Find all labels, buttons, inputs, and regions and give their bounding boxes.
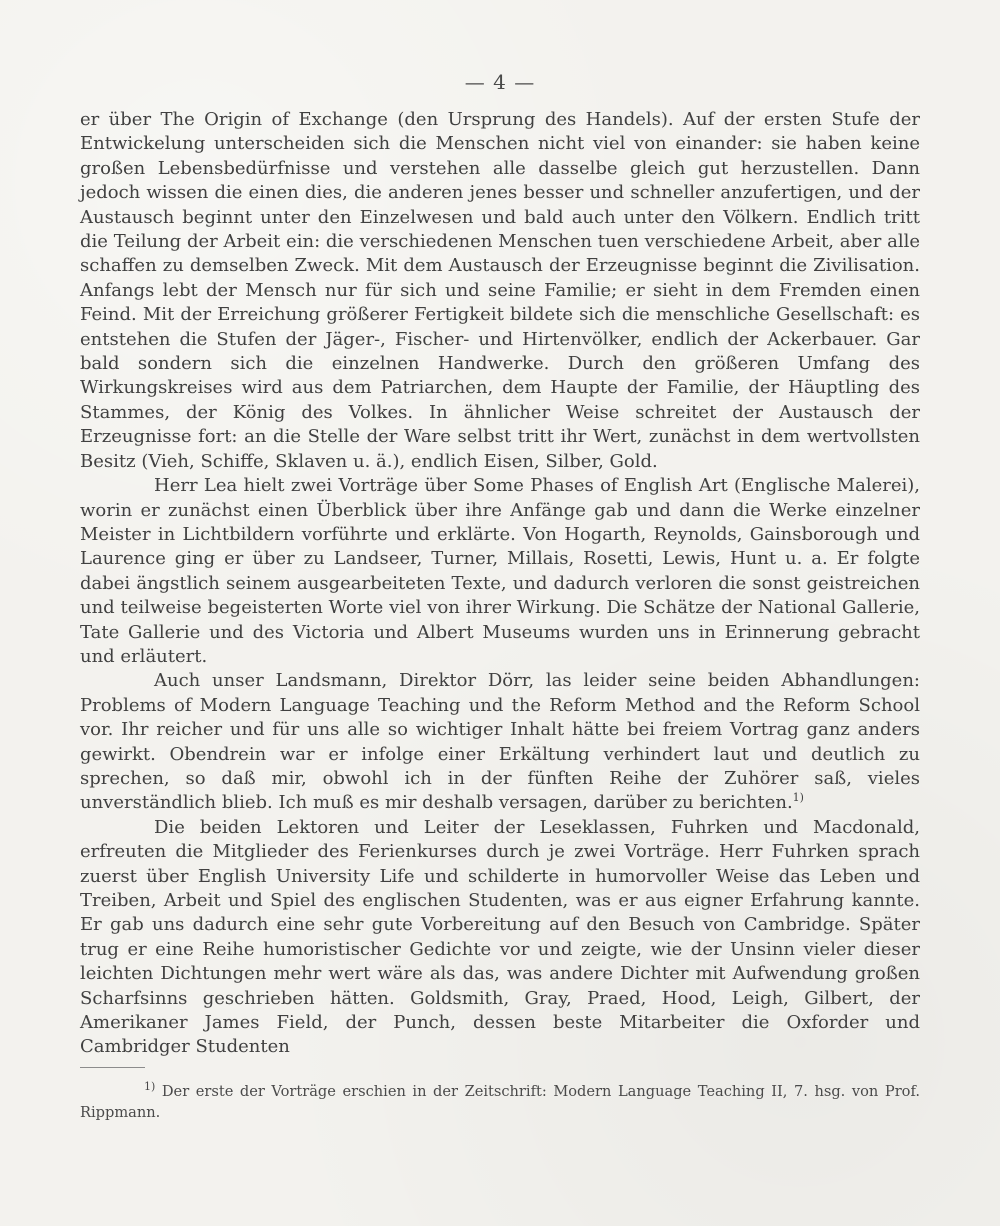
footnote — [80, 1081, 920, 1123]
page-number: — 4 — — [464, 70, 536, 94]
body-text — [80, 108, 920, 1060]
paragraph-doerr-text: Auch unser Landsmann, Direktor Dörr, las leider seine beiden Abhandlungen: Problems of Modern Language Teaching und the Reform Method and the Reform School vor. Ihr reicher und für uns alle so wichtiger Inhalt hätte bei freiem Vortrag ganz anders gewirkt. Obendrein war er infolge einer Erkältung verhindert laut und deutlich zu sprechen, so daß mir, obwohl ich in der fünften Reihe der Zuhörer saß, vieles unverständlich blieb. Ich muß es mir deshalb versagen, darüber zu berichten. — [80, 670, 920, 814]
footnote-divider — [80, 1067, 145, 1068]
footnote-marker: 1) — [144, 1080, 156, 1094]
paragraph-doerr-lectures — [80, 669, 920, 815]
paragraph-lecturers: Die beiden Lektoren und Leiter der Leseklassen, Fuhrken und Macdonald, erfreuten die Mitglieder des Ferienkurses durch je zwei Vorträge. Herr Fuhrken sprach zuerst über English University Life und schilderte in humorvoller Weise das Leben und Treiben, Arbeit und Spiel des englischen Studenten, was er aus eigner Erfahrung kannte. Er gab uns dadurch eine sehr gute Vorbereitung auf den Besuch von Cambridge. Später trug er eine Reihe humoristischer Gedichte vor und zeigte, wie der Unsinn vieler dieser leichten Dichtungen mehr wert wäre als das, was andere Dichter mit Aufwendung großen Scharfsinns geschrieben hätten. Goldsmith, Gray, Praed, Hood, Leigh, Gilbert, der Amerikaner James Field, der Punch, dessen beste Mitarbeiter die Oxforder und Cambridger Studenten — [80, 816, 920, 1058]
footnote-text: Der erste der Vorträge erschien in der Zeitschrift: Modern Language Teaching II, 7. hsg. von Prof. Rippmann. — [80, 1083, 920, 1121]
paragraph-english-art: Herr Lea hielt zwei Vorträge über Some Phases of English Art (Englische Malerei), worin er zunächst einen Überblick über ihre Anfänge gab und dann die Werke einzelner Meister in Lichtbildern vorführte und erklärte. Von Hogarth, Reynolds, Gainsborough und Laurence ging er über zu Landseer, Turner, Millais, Rosetti, Lewis, Hunt u. a. Er folgte dabei ängstlich seinem ausgearbeiteten Texte, und dadurch verloren die sonst geistreichen und teilweise begeisterten Worte viel von ihrer Wirkung. Die Schätze der National Gallerie, Tate Gallerie und des Victoria und Albert Museums wurden uns in Erinnerung gebracht und erläutert. — [80, 475, 920, 667]
footnote-reference: 1) — [792, 791, 804, 805]
paragraph-origin-of-exchange: er über The Origin of Exchange (den Ursprung des Handels). Auf der ersten Stufe der Entwickelung unterscheiden sich die Menschen nicht viel von einander: sie haben keine großen Lebensbedürfnisse und verstehen alle dasselbe gleich gut herzustellen. Dann jedoch wissen die einen dies, die anderen jenes besser und schneller anzufertigen, und der Austausch beginnt unter den Einzelwesen und bald auch unter den Völkern. Endlich tritt die Teilung der Arbeit ein: die verschiedenen Menschen tuen verschiedene Arbeit, aber alle schaffen zu demselben Zweck. Mit dem Austausch der Erzeugnisse beginnt die Zivilisation. Anfangs lebt der Mensch nur für sich und seine Familie; er sieht in dem Fremden einen Feind. Mit der Erreichung größerer Fertigkeit bildete sich die menschliche Gesellschaft: es entstehen die Stufen der Jäger-, Fischer- und Hirtenvölker, endlich der Ackerbauer. Gar bald sondern sich die einzelnen Handwerke. Durch den größeren Umfang des Wirkungskreises wird aus dem Patriarchen, dem Haupte der Familie, der Häuptling des Stammes, der König des Volkes. In ähnlicher Weise schreitet der Austausch der Erzeugnisse fort: an die Stelle der Ware selbst tritt ihr Wert, zunächst in dem wertvollsten Besitz (Vieh, Schiffe, Sklaven u. ä.), endlich Eisen, Silber, Gold. — [80, 109, 920, 472]
